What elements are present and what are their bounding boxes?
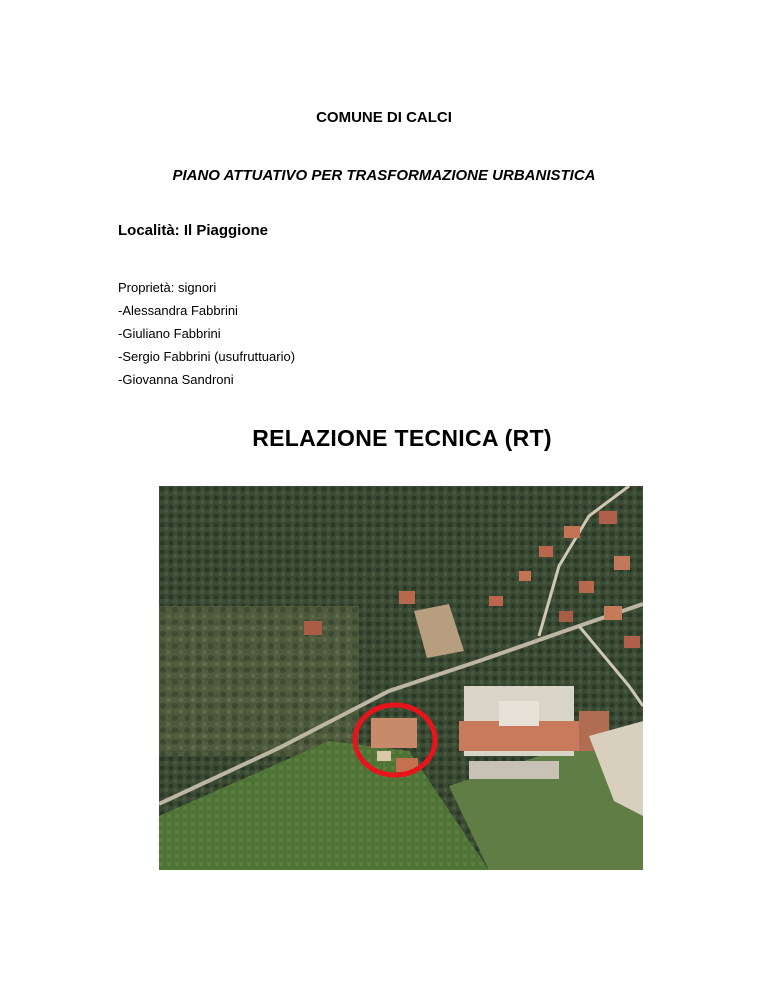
aerial-photo xyxy=(159,486,643,870)
report-title: RELAZIONE TECNICA (RT) xyxy=(252,425,552,451)
owner-item: -Giovanna Sandroni xyxy=(118,372,234,387)
municipality-heading: COMUNE DI CALCI xyxy=(316,109,452,126)
location-line: Località: Il Piaggione xyxy=(118,222,269,239)
plan-title: PIANO ATTUATIVO PER TRASFORMAZIONE URBANISTICA xyxy=(172,167,596,184)
owner-item: -Giuliano Fabbrini xyxy=(118,326,221,341)
olive-grove xyxy=(159,606,359,756)
ownership-block xyxy=(118,276,295,391)
owner-item: -Sergio Fabbrini (usufruttuario) xyxy=(118,349,296,364)
owner-item: -Alessandra Fabbrini xyxy=(118,303,238,318)
ownership-intro: Proprietà: signori xyxy=(118,280,217,295)
